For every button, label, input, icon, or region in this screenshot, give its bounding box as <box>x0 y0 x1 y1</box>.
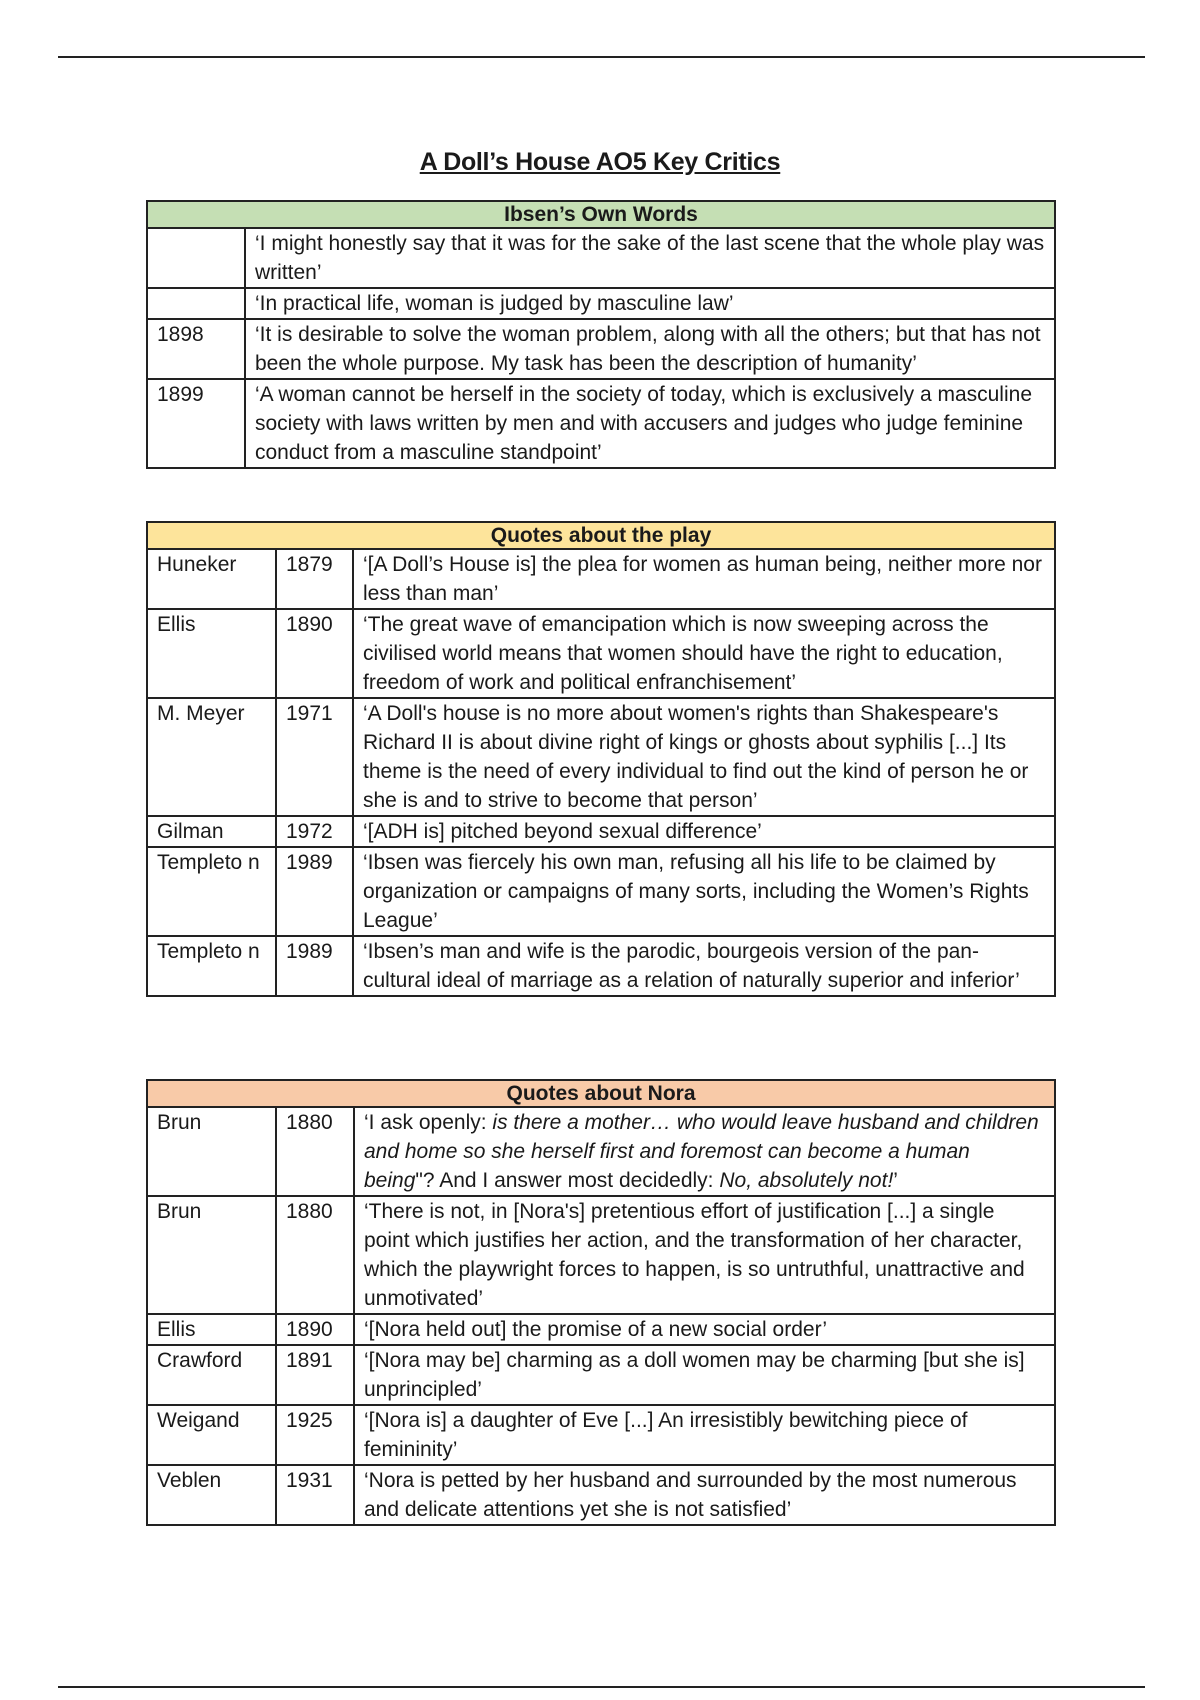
nora-table-heading: Quotes about Nora <box>147 1080 1055 1107</box>
quote-cell: ‘There is not, in [Nora's] pretentious effort of justification [...] a single point which justifies her action, and the transformation of her character, which the playwright forces to happen, is so untruthful, unattractive and unmotivated’ <box>354 1196 1055 1314</box>
table-row <box>147 319 1055 379</box>
quote-cell: ‘I might honestly say that it was for the sake of the last scene that the whole play was written’ <box>245 228 1055 288</box>
table-row <box>147 936 1055 996</box>
quote-part: ‘I ask openly: <box>364 1111 493 1134</box>
table-row <box>147 816 1055 847</box>
critic-cell: Huneker <box>147 549 276 609</box>
quote-cell: ‘[Nora may be] charming as a doll women may be charming [but she is] unprincipled’ <box>354 1345 1055 1405</box>
play-quotes-table <box>146 521 1056 997</box>
year-cell: 1891 <box>276 1345 354 1405</box>
year-cell: 1972 <box>276 816 353 847</box>
year-cell: 1890 <box>276 609 353 698</box>
critic-cell: Gilman <box>147 816 276 847</box>
play-table-heading: Quotes about the play <box>147 522 1055 549</box>
quote-cell: ‘[ADH is] pitched beyond sexual difference’ <box>353 816 1055 847</box>
quote-cell: ‘A woman cannot be herself in the society of today, which is exclusively a masculine society with laws written by men and with accusers and judges who judge feminine conduct from a masculine standpoint’ <box>245 379 1055 468</box>
quote-cell: ‘[Nora held out] the promise of a new social order’ <box>354 1314 1055 1345</box>
quote-cell: ‘In practical life, woman is judged by masculine law’ <box>245 288 1055 319</box>
ibsen-table-heading: Ibsen’s Own Words <box>147 201 1055 228</box>
critic-cell: Brun <box>147 1107 276 1196</box>
table-row <box>147 1314 1055 1345</box>
table-row <box>147 1345 1055 1405</box>
table-row <box>147 847 1055 936</box>
critic-cell: Ellis <box>147 609 276 698</box>
year-cell: 1931 <box>276 1465 354 1525</box>
table-row <box>147 1465 1055 1525</box>
year-cell: 1971 <box>276 698 353 816</box>
year-cell: 1880 <box>276 1196 354 1314</box>
critic-cell: Brun <box>147 1196 276 1314</box>
quote-cell: ‘Ibsen was fiercely his own man, refusing all his life to be claimed by organization or campaigns of many sorts, including the Women’s Rights League’ <box>353 847 1055 936</box>
critic-cell: M. Meyer <box>147 698 276 816</box>
quote-cell: ‘The great wave of emancipation which is now sweeping across the civilised world means that women should have the right to education, freedom of work and political enfranchisement’ <box>353 609 1055 698</box>
year-cell: 1989 <box>276 847 353 936</box>
quote-cell <box>354 1107 1055 1196</box>
quote-part: "? And I answer most decidedly: <box>415 1169 720 1192</box>
table-row <box>147 228 1055 288</box>
critic-cell: Crawford <box>147 1345 276 1405</box>
quote-cell: ‘A Doll's house is no more about women's rights than Shakespeare's Richard II is about divine right of kings or ghosts about syphilis [...] Its theme is the need of every individual to find out the kind of person he or she is and to strive to become that person’ <box>353 698 1055 816</box>
critic-cell: Weigand <box>147 1405 276 1465</box>
bottom-rule <box>58 1686 1145 1688</box>
nora-quotes-table <box>146 1079 1056 1526</box>
quote-cell: ‘Ibsen’s man and wife is the parodic, bourgeois version of the pan-cultural ideal of marriage as a relation of naturally superior and inferior’ <box>353 936 1055 996</box>
quote-cell: ‘Nora is petted by her husband and surrounded by the most numerous and delicate attentions yet she is not satisfied’ <box>354 1465 1055 1525</box>
quote-cell: ‘It is desirable to solve the woman problem, along with all the others; but that has not been the whole purpose. My task has been the description of humanity’ <box>245 319 1055 379</box>
table-row <box>147 698 1055 816</box>
table-row <box>147 549 1055 609</box>
critic-cell: Templeto n <box>147 847 276 936</box>
year-cell <box>147 288 245 319</box>
table-row <box>147 1107 1055 1196</box>
year-cell: 1890 <box>276 1314 354 1345</box>
quote-italic-part: No, absolutely not! <box>719 1169 894 1192</box>
table-row <box>147 288 1055 319</box>
year-cell: 1898 <box>147 319 245 379</box>
quote-cell: ‘[Nora is] a daughter of Eve [...] An irresistibly bewitching piece of femininity’ <box>354 1405 1055 1465</box>
quote-part: ’ <box>893 1169 898 1192</box>
ibsen-quotes-table <box>146 200 1056 469</box>
year-cell: 1879 <box>276 549 353 609</box>
critic-cell: Veblen <box>147 1465 276 1525</box>
year-cell: 1899 <box>147 379 245 468</box>
page-title: A Doll’s House AO5 Key Critics <box>419 148 781 176</box>
top-rule <box>58 56 1145 58</box>
quote-italic-part: is there a mother… who would leave husband and children and home so she herself first and foremost can become a human being <box>364 1111 1039 1192</box>
table-row <box>147 1196 1055 1314</box>
year-cell: 1925 <box>276 1405 354 1465</box>
table-row <box>147 1405 1055 1465</box>
critic-cell: Ellis <box>147 1314 276 1345</box>
quote-cell: ‘[A Doll’s House is] the plea for women as human being, neither more nor less than man’ <box>353 549 1055 609</box>
year-cell: 1880 <box>276 1107 354 1196</box>
critic-cell: Templeto n <box>147 936 276 996</box>
year-cell <box>147 228 245 288</box>
year-cell: 1989 <box>276 936 353 996</box>
table-row <box>147 379 1055 468</box>
table-row <box>147 609 1055 698</box>
